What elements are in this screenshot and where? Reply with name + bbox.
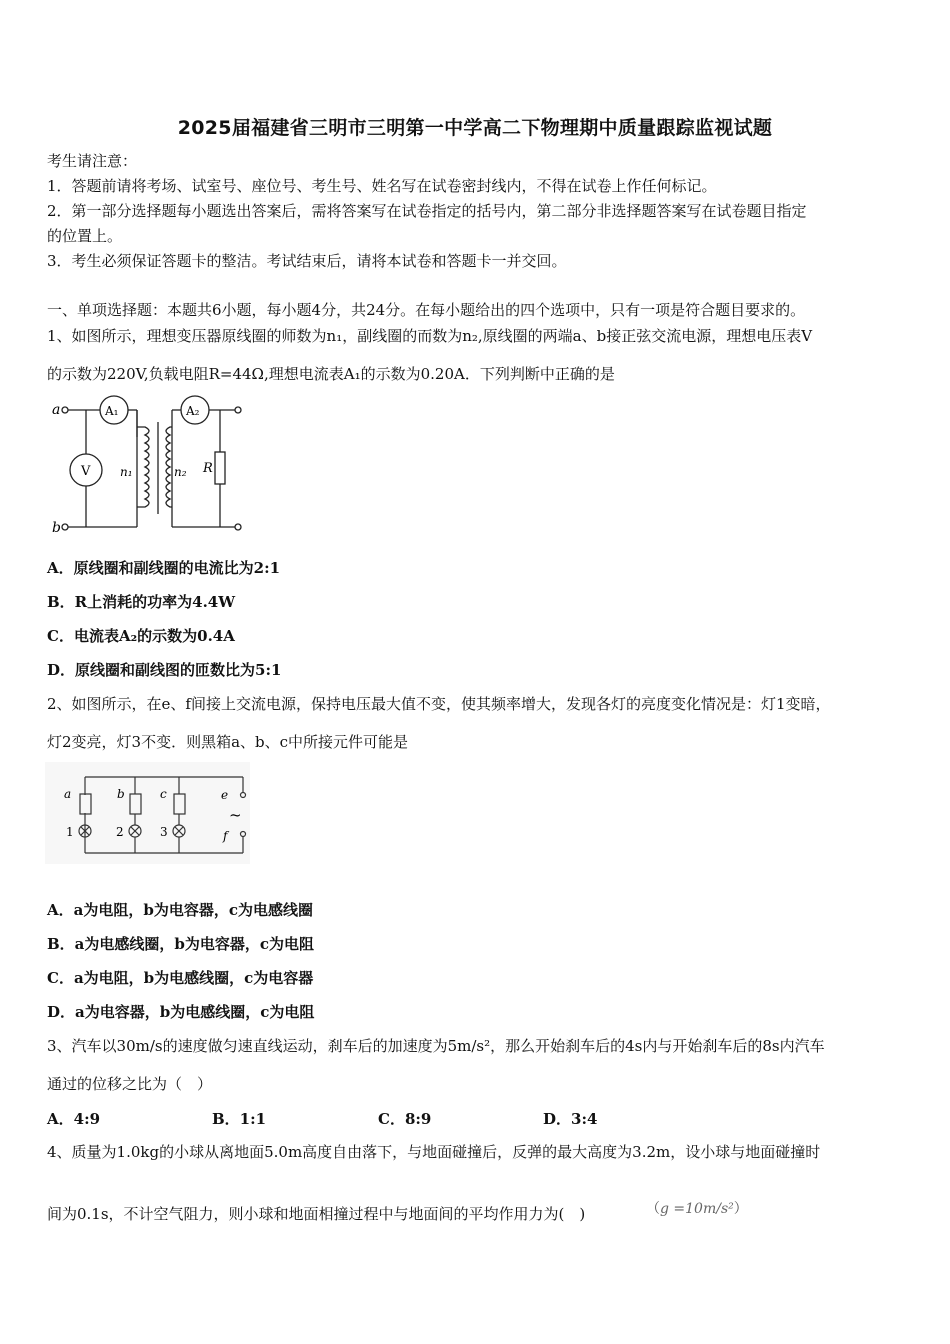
primary-turns-label: n₁ xyxy=(120,465,133,479)
gravity-given: （g =10m/s²） xyxy=(646,1201,748,1217)
q3-option-a: A．4:9 xyxy=(47,1110,101,1128)
gravity-formula: g =10m/s² xyxy=(660,1201,734,1217)
q3-option-d: D．3:4 xyxy=(543,1110,598,1128)
notice-item: 的位置上。 xyxy=(47,227,123,245)
element-a-label: a xyxy=(64,787,72,801)
q1-option-b: B．R上消耗的功率为4.4W xyxy=(47,593,236,611)
question-1-text: 1、如图所示，理想变压器原线圈的师数为n₁，副线圈的而数为n₂,原线圈的两端a、b接正弦交流电源，理想电压表V xyxy=(47,327,813,345)
question-3-text: 通过的位移之比为（ ） xyxy=(47,1075,213,1093)
ammeter-a1-label: A₁ xyxy=(105,404,119,418)
q1-option-c: C．电流表A₂的示数为0.4A xyxy=(47,627,235,645)
q1-option-a: A．原线圈和副线圈的电流比为2:1 xyxy=(47,559,281,577)
resistor-label: R xyxy=(203,461,213,476)
element-c-label: c xyxy=(160,787,167,801)
voltmeter-label: V xyxy=(81,464,91,479)
q2-option-b: B．a为电感线圈，b为电容器，c为电阻 xyxy=(47,935,315,953)
notice-heading: 考生请注意： xyxy=(47,152,138,170)
q2-option-a: A．a为电阻，b为电容器，c为电感线圈 xyxy=(47,901,313,919)
lamp-2-label: 2 xyxy=(116,825,124,839)
ac-source-icon: ~ xyxy=(229,806,242,824)
notice-item: 2．第一部分选择题每小题选出答案后，需将答案写在试卷指定的括号内，第二部分非选择题答案写在试卷题目指定 xyxy=(47,202,807,220)
lamp-circuit-figure xyxy=(45,762,250,864)
section-heading: 一、单项选择题：本题共6小题，每小题4分，共24分。在每小题给出的四个选项中，只有一项是符合题目要求的。 xyxy=(47,301,806,319)
question-4-text: 间为0.1s，不计空气阻力，则小球和地面相撞过程中与地面间的平均作用力为( ) xyxy=(47,1205,586,1223)
q3-option-c: C．8:9 xyxy=(378,1110,432,1128)
question-4-text: 4、质量为1.0kg的小球从离地面5.0m高度自由落下，与地面碰撞后，反弹的最大高度为3.2m，设小球与地面碰撞时 xyxy=(47,1143,821,1161)
question-2-text: 2、如图所示，在e、f间接上交流电源，保持电压最大值不变，使其频率增大，发现各灯的亮度变化情况是：灯1变暗， xyxy=(47,695,831,713)
ammeter-a2-label: A₂ xyxy=(186,404,200,418)
terminal-e-label: e xyxy=(221,788,229,802)
transformer-circuit-figure xyxy=(50,392,255,538)
question-1-text: 的示数为220V,负载电阻R=44Ω,理想电流表A₁的示数为0.20A．下列判断中正确的是 xyxy=(47,365,615,383)
q3-option-b: B．1:1 xyxy=(212,1110,267,1128)
question-3-text: 3、汽车以30m/s的速度做匀速直线运动，刹车后的加速度为5m/s²，那么开始刹车后的4s内与开始刹车后的8s内汽车 xyxy=(47,1037,825,1055)
page-title: 2025届福建省三明市三明第一中学高二下物理期中质量跟踪监视试题 xyxy=(177,117,773,139)
secondary-turns-label: n₂ xyxy=(174,465,187,479)
q1-option-d: D．原线圈和副线图的匝数比为5:1 xyxy=(47,661,282,679)
notice-item: 3．考生必须保证答题卡的整洁。考试结束后，请将本试卷和答题卡一并交回。 xyxy=(47,252,567,270)
lamp-3-label: 3 xyxy=(160,825,168,839)
question-2-text: 灯2变亮，灯3不变．则黑箱a、b、c中所接元件可能是 xyxy=(47,733,409,751)
element-b-label: b xyxy=(117,787,125,801)
q2-option-c: C．a为电阻，b为电感线圈，c为电容器 xyxy=(47,969,314,987)
terminal-f-label: f xyxy=(223,829,228,843)
q2-option-d: D．a为电容器，b为电感线圈，c为电阻 xyxy=(47,1003,315,1021)
terminal-b-label: b xyxy=(52,520,61,536)
lamp-1-label: 1 xyxy=(66,825,74,839)
terminal-a-label: a xyxy=(52,402,61,418)
notice-item: 1．答题前请将考场、试室号、座位号、考生号、姓名写在试卷密封线内，不得在试卷上作任何标记。 xyxy=(47,177,717,195)
